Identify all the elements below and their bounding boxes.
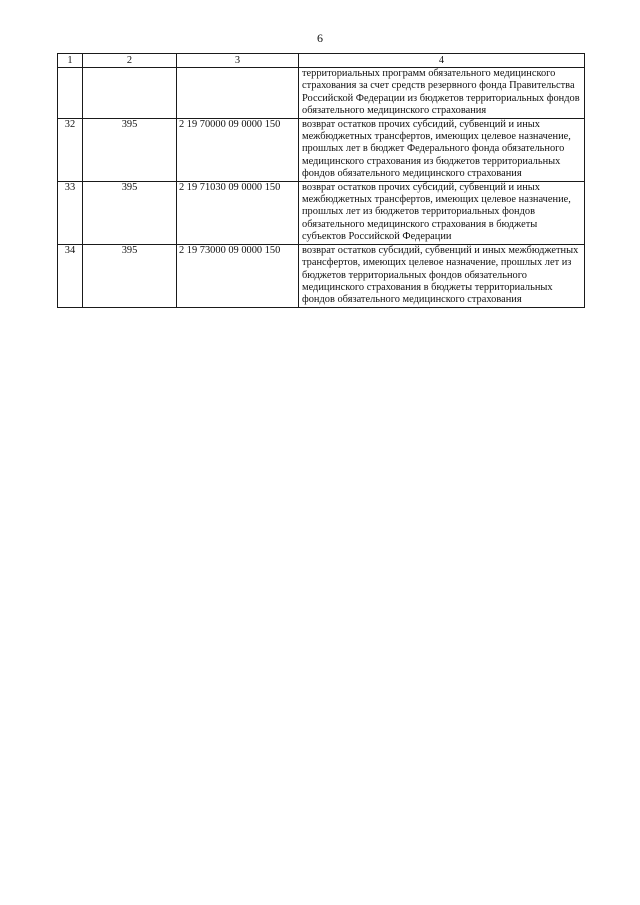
table-row (58, 244, 585, 307)
description-cell: возврат остатков прочих субсидий, субвенций и иных межбюджетных трансфертов, имеющих целевое назначение, прошлых лет в бюджет Федерального фонда обязательного медицинского страхования из бюджетов территориальных фондов обязательного медицинского страхования (299, 118, 585, 181)
budget-classification-code-cell: 2 19 73000 09 0000 150 (177, 244, 299, 307)
page-number: 6 (317, 31, 323, 45)
budget-codes-table (57, 53, 585, 308)
description-cell: возврат остатков прочих субсидий, субвенций и иных межбюджетных трансфертов, имеющих целевое назначение, прошлых лет из бюджетов территориальных фондов обязательного медицинского страхования в бюджеты субъектов Российской Федерации (299, 181, 585, 244)
row-number-cell (58, 68, 83, 119)
row-number-cell: 34 (58, 244, 83, 307)
administrator-code-cell (83, 68, 177, 119)
budget-classification-code-cell (177, 68, 299, 119)
table-row (58, 118, 585, 181)
table-row (58, 181, 585, 244)
column-header-3: 3 (177, 54, 299, 68)
table-row (58, 68, 585, 119)
column-header-1: 1 (58, 54, 83, 68)
budget-classification-code-cell: 2 19 71030 09 0000 150 (177, 181, 299, 244)
column-header-2: 2 (83, 54, 177, 68)
column-header-4: 4 (299, 54, 585, 68)
description-cell: возврат остатков субсидий, субвенций и иных межбюджетных трансфертов, имеющих целевое назначение, прошлых лет из бюджетов территориальных фондов обязательного медицинского страхования в бюджеты территориальных фондов обязательного медицинского страхования (299, 244, 585, 307)
table-header-row (58, 54, 585, 68)
row-number-cell: 33 (58, 181, 83, 244)
administrator-code-cell: 395 (83, 118, 177, 181)
administrator-code-cell: 395 (83, 244, 177, 307)
administrator-code-cell: 395 (83, 181, 177, 244)
description-cell: территориальных программ обязательного медицинского страхования за счет средств резервного фонда Правительства Российской Федерации из бюджетов территориальных фондов обязательного медицинского страхования (299, 68, 585, 119)
row-number-cell: 32 (58, 118, 83, 181)
budget-classification-code-cell: 2 19 70000 09 0000 150 (177, 118, 299, 181)
